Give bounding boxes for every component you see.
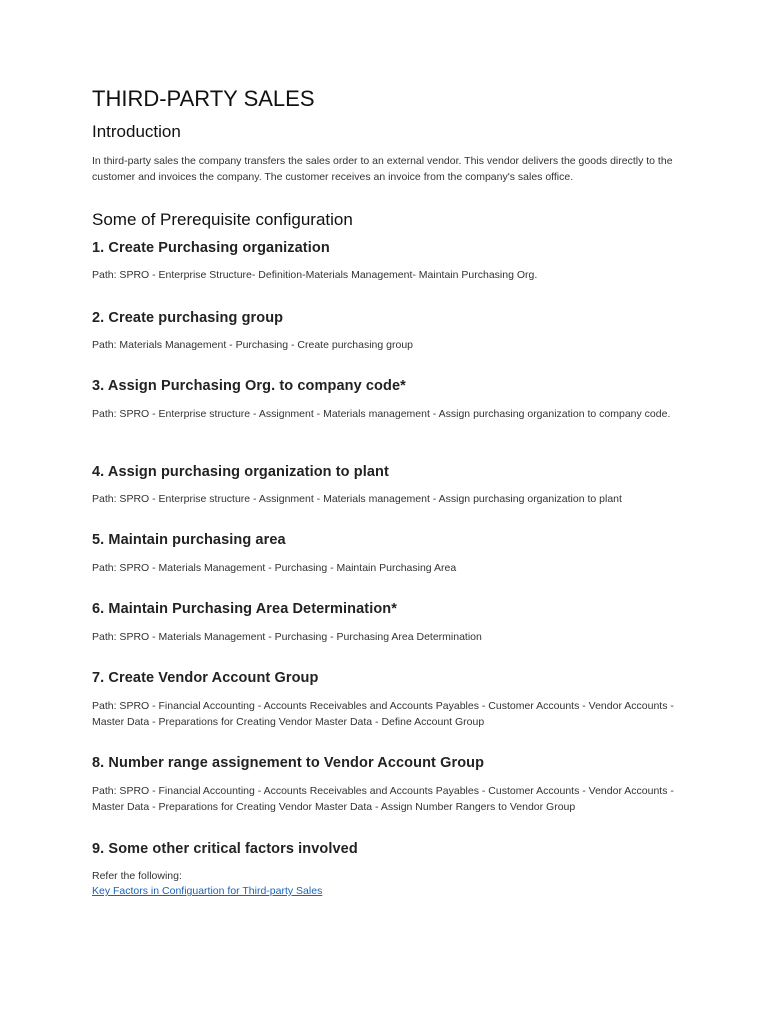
step-5-path: Path: SPRO - Materials Management - Purchasing - Maintain Purchasing Area	[92, 562, 457, 574]
step-8-path: Path: SPRO - Financial Accounting - Accounts Receivables and Accounts Payables - Customer Accounts - Vendor Accounts - Master Data - Preparations for Creating Vendor Master Data - Assign Number Rangers to Vendor Group	[92, 785, 674, 813]
step-3-path: Path: SPRO - Enterprise structure - Assignment - Materials management - Assign purchasing organization to company code.	[92, 408, 671, 420]
step-4-heading: 4. Assign purchasing organization to plant	[92, 464, 389, 480]
document-title: THIRD-PARTY SALES	[92, 86, 315, 111]
prereq-heading: Some of Prerequisite configuration	[92, 210, 353, 229]
step-8-heading: 8. Number range assignement to Vendor Account Group	[92, 755, 485, 771]
step-3-heading: 3. Assign Purchasing Org. to company code*	[92, 378, 406, 394]
step-7-heading: 7. Create Vendor Account Group	[92, 670, 319, 686]
step-4-path: Path: SPRO - Enterprise structure - Assignment - Materials management - Assign purchasing organization to plant	[92, 493, 622, 505]
step-2-path: Path: Materials Management - Purchasing - Create purchasing group	[92, 339, 413, 351]
intro-heading: Introduction	[92, 122, 181, 141]
step-2-heading: 2. Create purchasing group	[92, 310, 284, 326]
step-1-heading: 1. Create Purchasing organization	[92, 240, 330, 256]
key-factors-link-line	[92, 883, 682, 899]
key-factors-link[interactable]: Key Factors in Configuartion for Third-party Sales	[92, 885, 323, 897]
step-1-path: Path: SPRO - Enterprise Structure- Definition-Materials Management- Maintain Purchasing Org.	[92, 269, 538, 281]
intro-paragraph: In third-party sales the company transfers the sales order to an external vendor. This vendor delivers the goods directly to the customer and invoices the company. The customer receives an invoice from the company's sales office.	[92, 155, 673, 183]
step-7-path: Path: SPRO - Financial Accounting - Accounts Receivables and Accounts Payables - Customer Accounts - Vendor Accounts - Master Data - Preparations for Creating Vendor Master Data - Define Account Group	[92, 700, 674, 728]
step-5-heading: 5. Maintain purchasing area	[92, 532, 286, 548]
step-6-path: Path: SPRO - Materials Management - Purchasing - Purchasing Area Determination	[92, 631, 482, 643]
step-9-path: Refer the following:	[92, 870, 182, 882]
step-6-heading: 6. Maintain Purchasing Area Determination*	[92, 601, 398, 617]
step-9-heading: 9. Some other critical factors involved	[92, 841, 358, 857]
